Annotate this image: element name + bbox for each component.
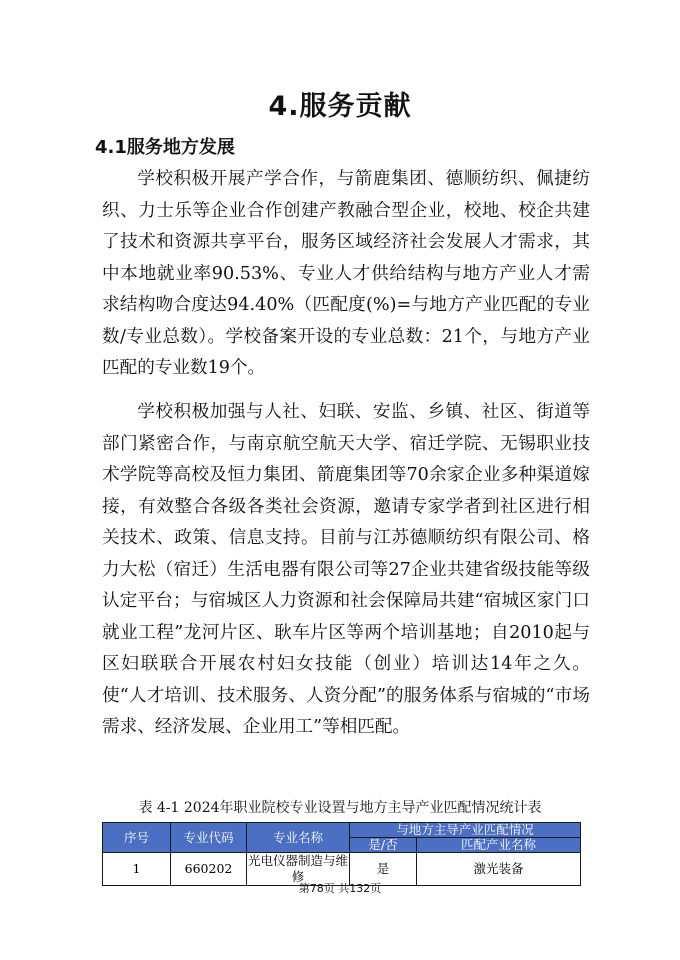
chapter-title: 4.服务贡献 <box>268 91 412 122</box>
paragraph-2: 学校积极加强与人社、妇联、安监、乡镇、社区、街道等部门紧密合作，与南京航空航天大学、宿迁学院、无锡职业技术学院等高校及恒力集团、箭鹿集团等70余家企业多种渠道嫁接，有效整合各级各类社会资源，邀请专家学者到社区进行相关技术、政策、信息支持。目前与江苏德顺纺织有限公司、格力大松（宿迁）生活电器有限公司等27企业共建省级技能等级认定平台；与宿城区人力资源和社会保障局共建“宿城区家门口就业工程”龙河片区、耿车片区等两个培训基地；自2010起与区妇联联合开展农村妇女技能（创业）培训达14年之久。使“人才培训、技术服务、人资分配”的服务体系与宿城的“市场需求、经济发展、企业用工”等相匹配。 <box>102 402 590 737</box>
cell-seq: 1 <box>103 853 171 886</box>
cell-industry: 激光装备 <box>417 853 581 886</box>
table-caption: 表 4-1 2024年职业院校专业设置与地方主导产业匹配情况统计表 <box>138 800 542 816</box>
cell-match: 是 <box>350 853 417 886</box>
header-match-yes-no: 是/否 <box>350 838 417 853</box>
page-number-footer: 第78页 共132页 <box>298 882 382 895</box>
header-code: 专业代码 <box>171 823 247 853</box>
header-seq: 序号 <box>103 823 171 853</box>
header-match-group: 与地方主导产业匹配情况 <box>350 823 581 838</box>
header-industry-name: 匹配产业名称 <box>417 838 581 853</box>
section-heading: 4.1服务地方发展 <box>95 137 235 158</box>
major-industry-match-table <box>102 822 581 886</box>
cell-code: 660202 <box>171 853 247 886</box>
header-name: 专业名称 <box>247 823 350 853</box>
paragraph-1: 学校积极开展产学合作，与箭鹿集团、德顺纺织、佩捷纺织、力士乐等企业合作创建产教融合型企业，校地、校企共建了技术和资源共享平台，服务区域经济社会发展人才需求，其中本地就业率90.53%、专业人才供给结构与地方产业人才需求结构吻合度达94.40%（匹配度(%)=与地方产业匹配的专业数/专业总数）。学校备案开设的专业总数：21个，与地方产业匹配的专业数19个。 <box>102 169 590 378</box>
cell-name: 光电仪器制造与维修 <box>247 853 348 884</box>
